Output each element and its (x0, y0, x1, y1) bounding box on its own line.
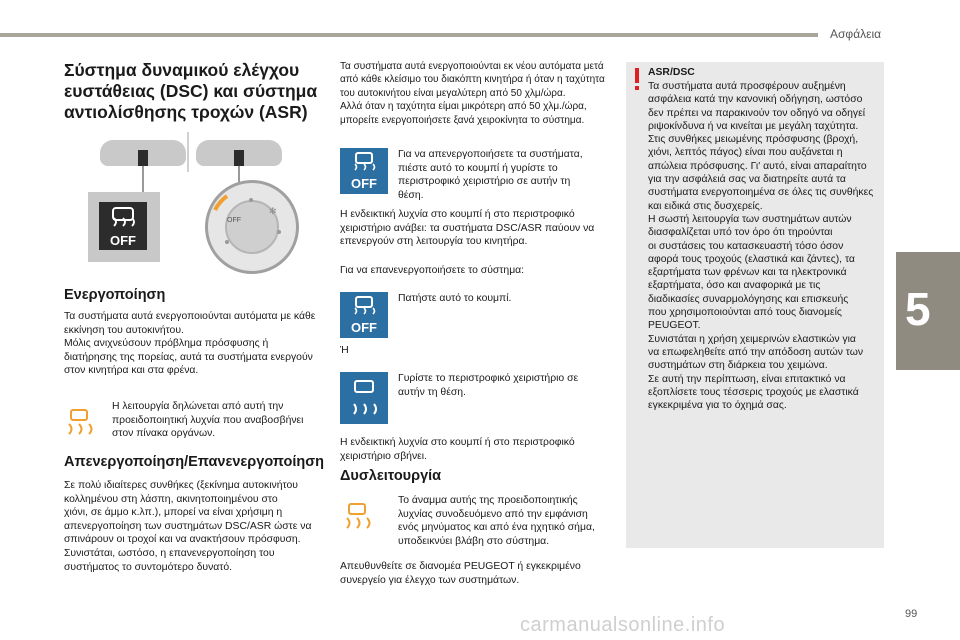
reactivate-text: Για να επανενεργοποιήσετε το σύστημα: (340, 265, 525, 276)
text-line: χιόνι, λεπτός πάγος) είναι που αυξάνεται η (648, 147, 843, 159)
watermark: carmanualsonline.info (520, 614, 726, 636)
deactivation-text (64, 479, 326, 574)
text-line: Η σωστή λειτουργία των συστημάτων αυτών (648, 213, 852, 225)
text-line: στον κινητήρα και στα φρένα. (64, 365, 199, 377)
text-line: διαδικασίες συναρμολόγησης και επισκευής (648, 293, 849, 305)
text-line: διατήρησης της πορείας, αυτά τα συστήματα ενεργούν (64, 351, 313, 363)
text-line: διασφαλίζεται υπό τον όρο ότι τηρούνται (648, 227, 833, 239)
text-line: Σε πολύ ιδιαίτερες συνθήκες (ξεκίνημα αυτοκινήτου (64, 480, 298, 491)
text-line: δεν πρέπει να παρακινούν τον οδηγό να οδηγεί (648, 107, 866, 119)
text-line: θέση. (398, 189, 424, 201)
skid-warning-icon (62, 408, 96, 438)
text-line: αφορά τους τροχούς (ελαστικά και ζάντες), τα (648, 253, 855, 265)
text-line: ασφάλεια κατά την κανονική οδήγηση, ωστόσο (648, 94, 863, 106)
rotary-selector-markings (205, 180, 299, 274)
text-line: Η ενδεικτική λυχνία στο κουμπί ή στο περιστροφικό (340, 209, 575, 220)
title-line: ευστάθειας (DSC) και σύστημα (64, 81, 318, 101)
text-line: Απευθυνθείτε σε διανομέα PEUGEOT ή εγκεκριμένο (340, 561, 581, 572)
text-line: εξοπλίσετε τους τέσσερις τροχούς με ελαστικά (648, 386, 859, 398)
warning-text (648, 80, 880, 412)
text-line: Μόλις ανιχνεύσουν πρόβλημα πρόσφυσης ή (64, 338, 269, 350)
malfunction-heading: Δυσλειτουργία (340, 468, 442, 484)
exclamation-icon (634, 68, 640, 90)
text-line: Η λειτουργία δηλώνεται από αυτή την (112, 401, 284, 412)
text-line: από κάθε κλείσιμο του διακόπτη κινητήρα ή όταν η ταχύτητα (340, 74, 605, 86)
skid-car-icon (340, 148, 388, 194)
off-label: OFF (351, 320, 377, 335)
text-line: που χρησιμοποιούνται από τους διανομείς (648, 307, 842, 319)
knob-off-label: OFF (227, 217, 241, 224)
text-line: και ειδικά στις δυσχερείς. (648, 200, 763, 212)
page-title (64, 60, 324, 123)
warning-title: ASR/DSC (648, 67, 695, 78)
dsc-off-icon (340, 148, 388, 194)
turn-text (398, 372, 618, 399)
led-off-text (340, 436, 615, 463)
text-line: Τα συστήματα αυτά ενεργοποιούνται αυτόματα με κάθε (64, 311, 316, 322)
chapter-number: 5 (905, 283, 931, 335)
text-line: υποδεικνύει βλάβη στο σύστημα. (398, 535, 550, 547)
off-label: OFF (110, 233, 136, 248)
text-line: εκκίνηση του αυτοκινήτου. (64, 324, 184, 336)
text-line: Το άναμμα αυτής της προειδοποιητικής (398, 495, 578, 506)
header-rule (0, 33, 818, 37)
dsc-off-button-face (99, 202, 147, 250)
text-line: συστήματα ενεργοποιημένα σε όλες τις συνθήκες (648, 187, 874, 199)
press-text: Πατήστε αυτό το κουμπί. (398, 293, 512, 304)
text-line: κολλημένου στη λάσπη, ακινητοποιημένου στο (64, 493, 278, 505)
section-title: Ασφάλεια (830, 27, 882, 41)
text-line: Τα συστήματα αυτά προσφέρουν αυξημένη (648, 81, 846, 92)
text-line: ενός μηνύματος και από ένα ηχητικό σήμα, (398, 522, 595, 534)
skid-warning-icon (340, 502, 374, 532)
text-line: απενεργοποίηση των συστημάτων DSC/ASR ώστε να (64, 520, 312, 532)
text-line: προειδοποιητική λυχνία που αναβοσβήνει (112, 414, 304, 426)
text-line: αυτήν τη θέση. (398, 386, 466, 398)
text-line: χιόνι, σε άμμο κ.λπ.), μπορεί να είναι χρήσιμη η (64, 507, 283, 519)
or-text: Ή (340, 345, 349, 356)
indicator-text (112, 400, 324, 441)
deactivate-instructions (398, 148, 618, 202)
text-line: συστημάτων στη διάρκεια του χειμώνα. (648, 360, 828, 372)
text-line: περιστροφικό χειριστήριο σε αυτήν τη (398, 176, 571, 188)
text-line: επενεργούν στη λειτουργία του κινητήρα. (340, 236, 528, 248)
activation-text (64, 310, 324, 378)
text-line: του αυτοκινήτου είναι μεγαλύτερη από 50 χλμ/ώρα. (340, 87, 566, 99)
skid-car-icon (340, 372, 388, 424)
page-number: 99 (905, 608, 918, 620)
skid-car-icon (340, 292, 388, 338)
led-on-text (340, 208, 615, 249)
text-line: Συνιστάται η χρήση χειμερινών ελαστικών για (648, 333, 856, 345)
off-label: OFF (351, 176, 377, 191)
text-line: χειριστήριο ανάβει: τα συστήματα DSC/ASR παύουν να (340, 222, 595, 234)
text-line: Τα συστήματα αυτά ενεργοποιούνται εκ νέου αυτόματα μετά (340, 61, 604, 72)
text-line: οι συστάσεις του κατασκευαστή τόσο όσον (648, 240, 844, 252)
text-line: συνεργείο για έλεγχο των συστημάτων. (340, 574, 520, 586)
text-line: μπορείτε ενεργοποιήσετε ξανά χειροκίνητα το σύστημα. (340, 114, 585, 126)
dsc-off-icon (340, 292, 388, 338)
text-line: για την ασφάλειά σας να διατηρείτε αυτά τα (648, 174, 846, 186)
text-line: απώλεια πρόσφυσης. Γι' αυτό, είναι απαραίτητο (648, 160, 867, 172)
text-line: χειριστήριο σβήνει. (340, 450, 427, 462)
text-line: εξαρτήματα, όσο και αναφορικά με τις (648, 280, 821, 292)
text-line: Αλλά όταν η ταχύτητα είμαι μικρότερη από 50 χλμ./ώρα, (340, 101, 587, 113)
text-line: στον πίνακα οργάνων. (112, 428, 216, 440)
malfunction-text (398, 494, 618, 548)
traction-mode-icon (340, 372, 388, 424)
text-line: Γυρίστε το περιστροφικό χειριστήριο σε (398, 373, 579, 384)
deactivation-heading: Απενεργοποίηση/Επανενεργοποίηση (64, 454, 325, 470)
text-line: εξαρτήματα των φρένων και τα ηλεκτρονικά (648, 267, 847, 279)
text-line: λυχνίας συνοδευόμενο από την εμφάνιση (398, 508, 588, 520)
title-line: αντιολίσθησης τροχών (ASR) (64, 102, 308, 122)
text-line: συστήματος το συντομότερο δυνατό. (64, 561, 233, 573)
contact-text (340, 560, 615, 587)
text-line: Σε αυτή την περίπτωση, είναι επιτακτικό να (648, 373, 846, 385)
text-line: ριψοκίνδυνα ή να κινείται με μεγάλη ταχύτητα. (648, 120, 859, 132)
svg-text:✻: ✻ (269, 206, 277, 216)
text-line: Η ενδεικτική λυχνία στο κουμπί ή στο περιστροφικό (340, 437, 575, 448)
text-line: Για να απενεργοποιήσετε τα συστήματα, (398, 149, 583, 160)
reactivation-intro (340, 60, 610, 127)
text-line: Στις συνθήκες μειωμένης πρόσφυσης (βροχή, (648, 134, 859, 146)
text-line: πιέστε αυτό το κουμπί ή γυρίστε το (398, 162, 558, 174)
skid-car-icon (99, 202, 147, 250)
activation-heading: Ενεργοποίηση (64, 287, 166, 303)
text-line: εγκεκριμένα για το όχημά σας. (648, 400, 787, 412)
title-line: Σύστημα δυναμικού ελέγχου (64, 60, 300, 80)
text-line: Συνιστάται, ωστόσο, η επανενεργοποίηση του (64, 547, 275, 559)
text-line: PEUGEOT. (648, 320, 701, 332)
text-line: να επωφεληθείτε από την απόδοση αυτών των (648, 346, 864, 358)
text-line: σπινάρουν οι τροχοί και να ανακτήσουν πρόσφυση. (64, 534, 301, 546)
